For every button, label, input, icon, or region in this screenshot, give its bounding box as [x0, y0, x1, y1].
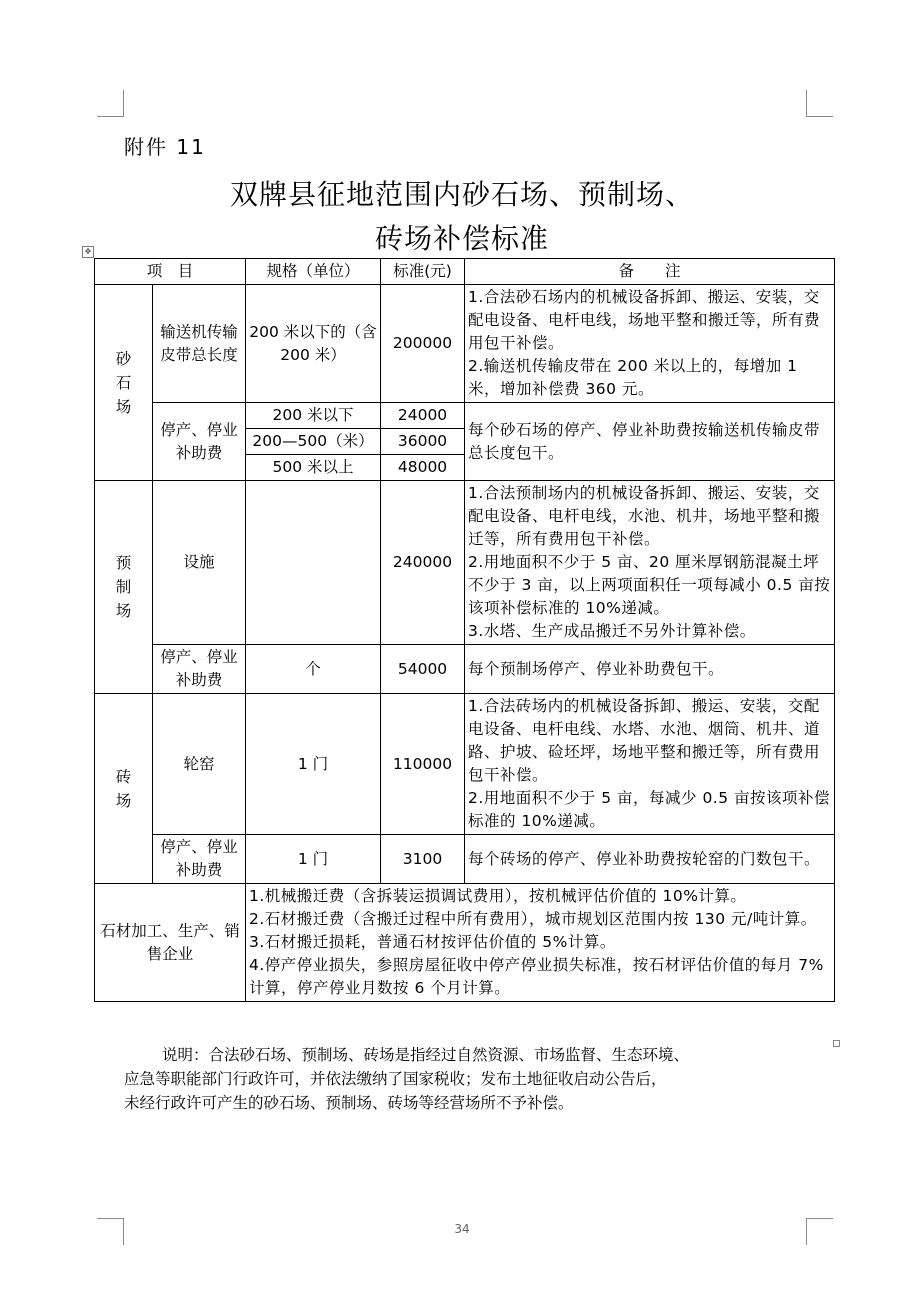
spec-sand-subsidy-1: 200 米以下 [246, 403, 381, 429]
item-brick-subsidy: 停产、停业补助费 [153, 835, 246, 884]
note-line: 2.用地面积不少于 5 亩，每减少 0.5 亩按该项补偿标准的 10%递减。 [468, 789, 831, 830]
notes-conveyor [465, 285, 835, 403]
spec-precast-facility [246, 481, 381, 645]
note-line: 2.输送机传输皮带在 200 米以上的，每增加 1 米，增加补偿费 360 元。 [468, 357, 798, 398]
standard-precast-facility: 240000 [381, 481, 465, 645]
category-stone: 石材加工、生产、销售企业 [95, 884, 246, 1002]
standard-sand-subsidy-3: 48000 [381, 455, 465, 481]
standard-brick-subsidy: 3100 [381, 835, 465, 884]
header-spec: 规格（单位） [246, 259, 381, 285]
table-row [95, 285, 835, 403]
standard-sand-subsidy-1: 24000 [381, 403, 465, 429]
crop-mark-top-right [806, 90, 833, 117]
table-row [95, 884, 835, 1002]
note-line: 3.石材搬迁损耗，普通石材按评估价值的 5%计算。 [249, 933, 616, 951]
notes-stone [246, 884, 835, 1002]
explanation-line: 说明：合法砂石场、预制场、砖场是指经过自然资源、市场监督、生态环境、 [162, 1046, 690, 1064]
spec-precast-subsidy: 个 [246, 645, 381, 694]
attachment-label: 附件 11 [124, 135, 206, 159]
page-number: 34 [454, 1222, 470, 1236]
item-precast-subsidy: 停产、停业补助费 [153, 645, 246, 694]
standard-precast-subsidy: 54000 [381, 645, 465, 694]
spec-conveyor: 200 米以下的（含 200 米） [246, 285, 381, 403]
note-line: 1.合法砂石场内的机械设备拆卸、搬运、安装，交配电设备、电杆电线，场地平整和搬迁等，所有费用包干补偿。 [468, 288, 821, 352]
category-precast: 预 制 场 [95, 481, 153, 694]
table-row [95, 694, 835, 835]
table-row [95, 481, 835, 645]
category-sand: 砂 石 场 [95, 285, 153, 481]
note-line: 2.用地面积不少于 5 亩、20 厘米厚钢筋混凝土坪不少于 3 亩，以上两项面积任一项每减小 0.5 亩按该项补偿标准的 10%递减。 [468, 553, 831, 617]
document-title-line1: 双牌县征地范围内砂石场、预制场、 [229, 178, 694, 211]
item-sand-subsidy: 停产、停业补助费 [153, 403, 246, 481]
crop-mark-top-left [97, 90, 124, 117]
item-brick-kiln: 轮窑 [153, 694, 246, 835]
note-sand-subsidy: 每个砂石场的停产、停业补助费按输送机传输皮带总长度包干。 [465, 403, 835, 481]
note-line: 2.石材搬迁费（含搬迁过程中所有费用），城市规划区范围内按 130 元/吨计算。 [249, 910, 817, 928]
table-row [95, 835, 835, 884]
table-header-row [95, 259, 835, 285]
item-conveyor: 输送机传输皮带总长度 [153, 285, 246, 403]
standard-sand-subsidy-2: 36000 [381, 429, 465, 455]
spec-sand-subsidy-2: 200—500（米） [246, 429, 381, 455]
spec-brick-subsidy: 1 门 [246, 835, 381, 884]
standard-conveyor: 200000 [381, 285, 465, 403]
item-precast-facility: 设施 [153, 481, 246, 645]
note-line: 1.合法砖场内的机械设备拆卸、搬运、安装，交配电设备、电杆电线、水塔、水池、烟筒、机井、道路、护坡、硷坯坪，场地平整和搬迁等，所有费用包干补偿。 [468, 697, 821, 784]
standard-brick-kiln: 110000 [381, 694, 465, 835]
table-row [95, 403, 835, 429]
explanation-line: 未经行政许可产生的砂石场、预制场、砖场等经营场所不予补偿。 [124, 1094, 574, 1112]
paragraph-end-mark [833, 1040, 840, 1047]
note-line: 1.合法预制场内的机械设备拆卸、搬运、安装，交配电设备、电杆电线，水池、机井，场地平整和搬迁等，所有费用包干补偿。 [468, 484, 821, 548]
note-brick-subsidy: 每个砖场的停产、停业补助费按轮窑的门数包干。 [465, 835, 835, 884]
table-move-handle-icon[interactable]: ✥ [82, 246, 94, 258]
note-line: 3.水塔、生产成品搬迁不另外计算补偿。 [468, 622, 756, 640]
document-title-line2: 砖场补偿标准 [374, 222, 549, 255]
header-remark: 备 注 [465, 259, 835, 285]
explanation-line: 应急等职能部门行政许可，并依法缴纳了国家税收；发布土地征收启动公告后， [124, 1070, 667, 1088]
compensation-table [94, 258, 835, 1002]
note-line: 4.停产停业损失，参照房屋征收中停产停业损失标准，按石材评估价值的每月 7%计算，停产停业月数按 6 个月计算。 [249, 956, 824, 997]
header-standard: 标准(元) [381, 259, 465, 285]
table-row [95, 645, 835, 694]
note-line: 1.机械搬迁费（含拆装运损调试费用），按机械评估价值的 10%计算。 [249, 887, 747, 905]
note-precast-subsidy: 每个预制场停产、停业补助费包干。 [465, 645, 835, 694]
header-item: 项 目 [95, 259, 246, 285]
explanation-paragraph [124, 1043, 824, 1115]
spec-sand-subsidy-3: 500 米以上 [246, 455, 381, 481]
spec-brick-kiln: 1 门 [246, 694, 381, 835]
notes-precast-facility [465, 481, 835, 645]
notes-brick-kiln [465, 694, 835, 835]
category-brick: 砖 场 [95, 694, 153, 884]
